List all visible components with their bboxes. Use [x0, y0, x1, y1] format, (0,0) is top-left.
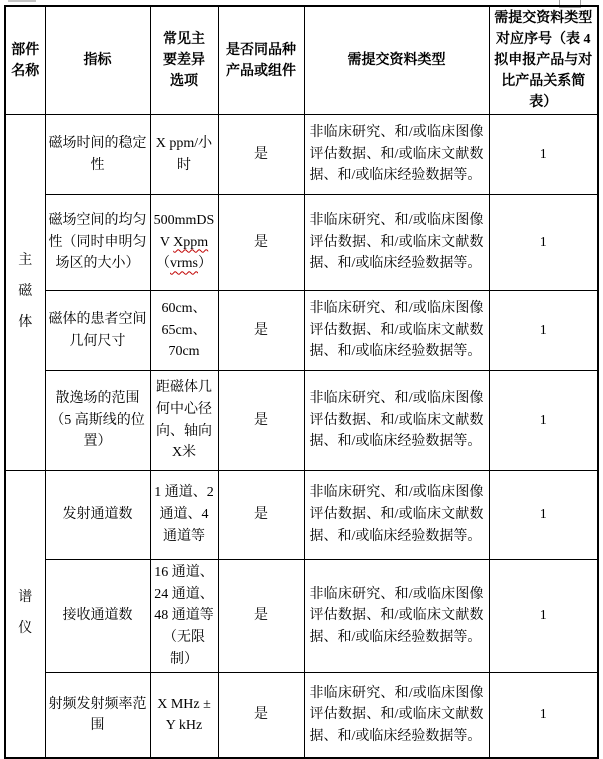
table-row	[5, 560, 598, 673]
col-header-indicator	[45, 6, 150, 115]
table-row	[5, 195, 598, 291]
options-cell: 16 通道、24 通道、48 通道等（无限制）	[150, 560, 218, 673]
same-kind-cell: 是	[218, 291, 304, 371]
table-row	[5, 673, 598, 758]
spellcheck-squiggle-text: Xppm	[173, 234, 209, 250]
crop-artifact-top-left	[8, 0, 36, 2]
seq-cell: 1	[489, 560, 598, 673]
col-header-materials-label: 需提交资料类型	[347, 53, 446, 68]
same-kind-cell: 是	[218, 195, 304, 291]
indicator-cell: 磁体的患者空间几何尺寸	[45, 291, 150, 371]
col-header-materials	[304, 6, 489, 115]
seq-cell: 1	[489, 371, 598, 471]
options-cell: X ppm/小时	[150, 115, 218, 195]
options-text: （	[156, 256, 170, 272]
col-header-options	[150, 6, 218, 115]
same-kind-cell: 是	[218, 371, 304, 471]
seq-cell: 1	[489, 115, 598, 195]
table-row	[5, 115, 598, 195]
materials-cell: 非临床研究、和/或临床图像评估数据、和/或临床文献数据、和/或临床经验数据等。	[304, 291, 489, 371]
materials-cell: 非临床研究、和/或临床图像评估数据、和/或临床文献数据、和/或临床经验数据等。	[304, 673, 489, 758]
component-cell-spectrometer	[5, 471, 45, 758]
comparison-table	[4, 5, 599, 759]
indicator-cell: 发射通道数	[45, 471, 150, 560]
spellcheck-squiggle-text: vrms	[170, 256, 198, 272]
options-cell: 距磁体几何中心径向、轴向X米	[150, 371, 218, 471]
col-header-indicator-label: 指标	[83, 53, 112, 68]
col-header-seq	[489, 6, 598, 115]
materials-cell: 非临床研究、和/或临床图像评估数据、和/或临床文献数据、和/或临床经验数据等。	[304, 560, 489, 673]
indicator-cell: 射频发射频率范围	[45, 673, 150, 758]
indicator-cell: 磁场时间的稳定性	[45, 115, 150, 195]
col-header-same-kind	[218, 6, 304, 115]
header-row	[5, 6, 598, 115]
same-kind-cell: 是	[218, 560, 304, 673]
options-text: ）	[198, 256, 212, 272]
options-cell: 60cm、65cm、70cm	[150, 291, 218, 371]
materials-cell: 非临床研究、和/或临床图像评估数据、和/或临床文献数据、和/或临床经验数据等。	[304, 115, 489, 195]
col-header-seq-label: 需提交资料类型对应序号（表 4 拟申报产品与对比产品关系简表）	[494, 11, 593, 110]
indicator-cell: 磁场空间的均匀性（同时申明匀场区的大小）	[45, 195, 150, 291]
indicator-cell: 散逸场的范围（5 高斯线的位置）	[45, 371, 150, 471]
seq-cell: 1	[489, 673, 598, 758]
table-row	[5, 371, 598, 471]
component-label: 主磁体	[18, 253, 33, 330]
col-header-options-label: 常见主要差异选项	[163, 32, 205, 89]
seq-cell: 1	[489, 291, 598, 371]
component-cell-main-magnet	[5, 115, 45, 471]
materials-cell: 非临床研究、和/或临床图像评估数据、和/或临床文献数据、和/或临床经验数据等。	[304, 195, 489, 291]
same-kind-cell: 是	[218, 115, 304, 195]
options-cell	[150, 195, 218, 291]
materials-cell: 非临床研究、和/或临床图像评估数据、和/或临床文献数据、和/或临床经验数据等。	[304, 371, 489, 471]
indicator-cell: 接收通道数	[45, 560, 150, 673]
col-header-same-kind-label: 是否同品种产品或组件	[226, 42, 296, 79]
options-text: 500mmDSV	[153, 212, 215, 250]
same-kind-cell: 是	[218, 673, 304, 758]
component-label: 谱仪	[18, 590, 33, 636]
options-cell: 1 通道、2 通道、4 通道等	[150, 471, 218, 560]
materials-cell: 非临床研究、和/或临床图像评估数据、和/或临床文献数据、和/或临床经验数据等。	[304, 471, 489, 560]
table-row	[5, 291, 598, 371]
seq-cell: 1	[489, 195, 598, 291]
col-header-component-label: 部件名称	[11, 42, 40, 79]
seq-cell: 1	[489, 471, 598, 560]
table-row	[5, 471, 598, 560]
options-cell: X MHz ± Y kHz	[150, 673, 218, 758]
same-kind-cell: 是	[218, 471, 304, 560]
col-header-component	[5, 6, 45, 115]
